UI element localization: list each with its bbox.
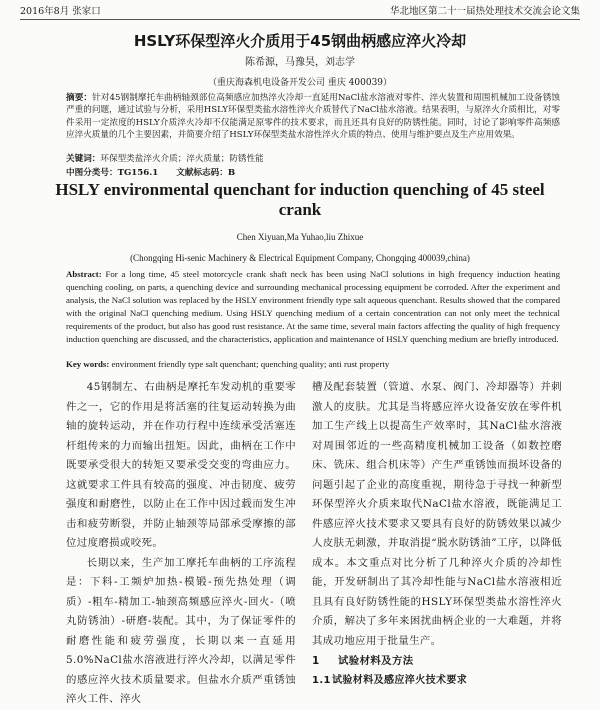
body-paragraph: 槽及配套装置（管道、水泵、阀门、冷却器等）并刺激人的皮肤。尤其是当将感应淬火设备安放在零件机加工生产线上以提高生产效率时，其NaCl盐水溶液对周围邻近的一些高精度机械加工设备（如数控磨床、铣床、组合机床等）产生严重锈蚀而损坏设备的问题引起了企业的高度重视，期待急于寻找一种新型环保型淬火介质来取代NaCl盐水溶液，既能满足工件感应淬火技术要求又要具有良好的防锈效果以减少人皮肤无刺激，并取消提“脱水防锈油”工序，以降低成本。本文重点对比分析了几种淬火介质的冷却性能，开发研制出了其冷却性能与NaCl盐水溶液相近且具有良好防锈性能的HSLY环保型类盐水溶性淬火介质，解决了多年来困扰曲柄企业的一大难题，并将其成功地应用于批量生产。 xyxy=(312,381,562,647)
header-proceedings-title: 华北地区第二十一届热处理技术交流会论文集 xyxy=(389,6,580,17)
english-keywords xyxy=(66,358,560,370)
body-paragraph: 长期以来，生产加工摩托车曲柄的工序流程是：下料-工频炉加热-模锻-预先热处理（调质）-粗车-精加工-轴颈高频感应淬火-回火-（喷丸防锈油）-研磨-装配。其中，为了保证零件的耐磨性能和疲劳强度，长期以来一直延用5.0%NaCl盐水溶液进行淬火冷却，以满足零件的感应淬火技术质量要求。但盐水介质严重锈蚀淬火工件、淬火 xyxy=(66,556,296,705)
english-keywords-text: environment friendly type salt quenchant; quenching quality; anti rust property xyxy=(111,359,390,369)
body-left-column xyxy=(66,378,296,708)
chinese-affiliation: （重庆海森机电设备开发公司 重庆 400039） xyxy=(207,78,393,88)
class-number-value: TG156.1 xyxy=(117,168,159,178)
english-abstract xyxy=(66,268,560,346)
chinese-keywords xyxy=(66,153,560,165)
document-code-value: B xyxy=(227,168,236,178)
body-right-column xyxy=(312,378,562,708)
subsection-heading xyxy=(312,671,562,691)
english-abstract-text: For a long time, 45 steel motorcycle crank shaft neck has been using NaCl solutions in high frequency induction heating quenching cooling, on parts, a quenching device and surrounding mechanical processing equipment be corroded. After the experiment and analysis, the NaCl solution was replaced by the HSLY environment friendly type salt aqueous quenchant. Results showed that the compared with the original NaCl quenching medium. Using HSLY quenching medium of a certain concentration can not only meet the technical requirements of the product, but also has good rust resistance. At the same time, several main factors affecting the quality of high frequency induction quenching are discussed, and the characteristics, application and maintenance of HSLY quenching medium are briefly introduced. xyxy=(66,269,560,344)
running-header xyxy=(20,6,580,20)
chinese-keywords-text: 环保型类盐淬火介质；淬火质量；防锈性能 xyxy=(100,154,264,164)
chinese-title: HSLY环保型淬火介质用于45钢曲柄感应淬火冷却 xyxy=(133,32,467,50)
subsection-title: 试验材料及感应淬火技术要求 xyxy=(332,675,468,686)
english-authors: Chen Xiyuan,Ma Yuhao,liu Zhixue xyxy=(236,232,364,242)
section-number: 1 xyxy=(312,655,320,667)
chinese-keywords-label: 关键词： xyxy=(66,154,101,164)
class-number-label: 中图分类号： xyxy=(66,168,118,178)
classification-line xyxy=(66,167,560,179)
chinese-abstract-text: 针对45钢制摩托车曲柄轴颈部位高频感应加热淬火冷却一直延用NaCl盐水溶液对零件、淬火装置和周围机械加工设备锈蚀严重的问题，通过试验与分析，采用HSLY环保型类盐水溶性淬火介质替代了NaCl盐水溶液。结果表明，与原淬火介质相比，对零件采用一定浓度的HSLY介质淬火冷却不仅能满足原零件的技术要求，而且还具有良好的防锈性能。同时，讨论了影响零件高频感应淬火质量的几个主要因素，并简要介绍了HSLY环保型类盐水溶性淬火介质的特点、使用与维护要点及生产应用效果。 xyxy=(66,93,560,141)
chinese-authors: 陈希源，马豫昊，刘志学 xyxy=(245,57,355,68)
english-keywords-label: Key words: xyxy=(66,359,110,369)
english-affiliation: (Chongqing Hi-senic Machinery & Electrical Equipment Company, Chongqing 400039,china) xyxy=(130,253,470,263)
chinese-abstract-label: 摘要： xyxy=(66,93,93,103)
english-title: HSLY environmental quenchant for induction quenching of 45 steel crank xyxy=(55,180,545,219)
section-heading xyxy=(312,651,562,671)
header-date-location: 2016年8月 张家口 xyxy=(20,6,101,17)
subsection-number: 1.1 xyxy=(312,675,331,686)
section-title: 试验材料及方法 xyxy=(338,655,414,667)
body-paragraph: 45钢制左、右曲柄是摩托车发动机的重要零件之一，它的作用是将活塞的往复运动转换为曲轴的旋转运动，并在作功行程中连续承受活塞连杆组传来的力而输出扭矩。因此，曲柄在工作中既要承受很大的转矩又要承受交变的弯曲应力。这就要求工件具有较高的强度、冲击韧度、疲劳强度和耐磨性，以防止在工作中因过载而发生冲击和疲劳断裂，并防止轴颈等局部承受摩擦的部位过度磨损或咬死。 xyxy=(66,381,296,549)
document-code-label: 文献标志码： xyxy=(176,168,228,178)
chinese-abstract xyxy=(66,92,560,142)
english-abstract-label: Abstract: xyxy=(66,269,102,279)
